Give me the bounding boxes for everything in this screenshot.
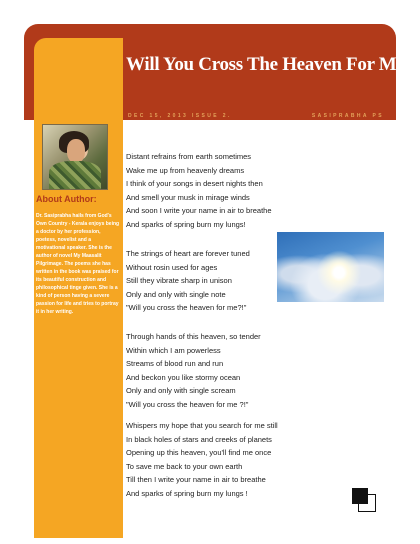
author-photo: [42, 124, 108, 190]
issue-date: DEC 15, 2013 ISSUE 2.: [128, 113, 232, 119]
poem-line: Only and only with single scream: [126, 386, 236, 395]
sky-clouds-image: [277, 232, 384, 302]
poem-line: And smell your musk in mirage winds: [126, 192, 250, 202]
poem-line: Distant refrains from earth sometimes: [126, 152, 252, 161]
poem-line: "Will you cross the heaven for me ?!": [126, 399, 249, 409]
poem-line: Within which I am powerless: [126, 345, 221, 355]
about-author-heading: About Author:: [36, 194, 97, 204]
poem-line: Streams of blood run and run: [126, 359, 224, 368]
poem-line: And soon I write your name in air to breathe: [126, 206, 272, 215]
poem-line: And sparks of spring burn my lungs!: [126, 219, 246, 229]
author-name: SASIPRABHA PS: [311, 113, 384, 119]
poem-line: Whispers my hope that you search for me still: [126, 421, 278, 430]
about-author-text: Dr. Sasiprabha hails from God's Own Country - Kerala enjoys being a doctor by her profession, poetess, novelist and a motivational speaker. She is the author of novel My Maasalit Pilgrimage. The poems she has written in the book was praised for its beautiful construction and philosophical tinge given. She is a kind of person having a severe passion for life and tries to portray it in her writing.: [36, 213, 120, 315]
poem-line: The strings of heart are forever tuned: [126, 249, 250, 258]
poem-line: Still they vibrate sharp in unison: [126, 276, 232, 285]
poem-line: Only and only with single note: [126, 289, 226, 299]
page-title: Will You Cross The Heaven For Me: [126, 54, 405, 75]
poem-line: Till then I write your name in air to breathe: [126, 475, 266, 484]
poem-stanza-2: [126, 247, 250, 315]
corner-box: [352, 488, 368, 504]
poem-line: To save me back to your own earth: [126, 461, 243, 471]
photo-face: [67, 139, 85, 163]
poem-stanza-1: [126, 150, 272, 231]
poem-line: Without rosin used for ages: [126, 262, 218, 272]
poem-line: In black holes of stars and creeks of planets: [126, 434, 272, 444]
poem-line: Through hands of this heaven, so tender: [126, 332, 261, 341]
poem-line: I think of your songs in desert nights then: [126, 179, 263, 188]
poem-line: "Will you cross the heaven for me?!": [126, 303, 247, 312]
poem-stanza-3: [126, 330, 261, 411]
photo-scarf: [49, 161, 101, 189]
poem-line: Wake me up from heavenly dreams: [126, 165, 245, 175]
poem-line: Opening up this heaven, you'll find me once: [126, 448, 272, 457]
poem-stanza-4: [126, 419, 278, 500]
poem-line: And sparks of spring burn my lungs !: [126, 488, 248, 498]
poem-line: And beckon you like stormy ocean: [126, 372, 241, 382]
